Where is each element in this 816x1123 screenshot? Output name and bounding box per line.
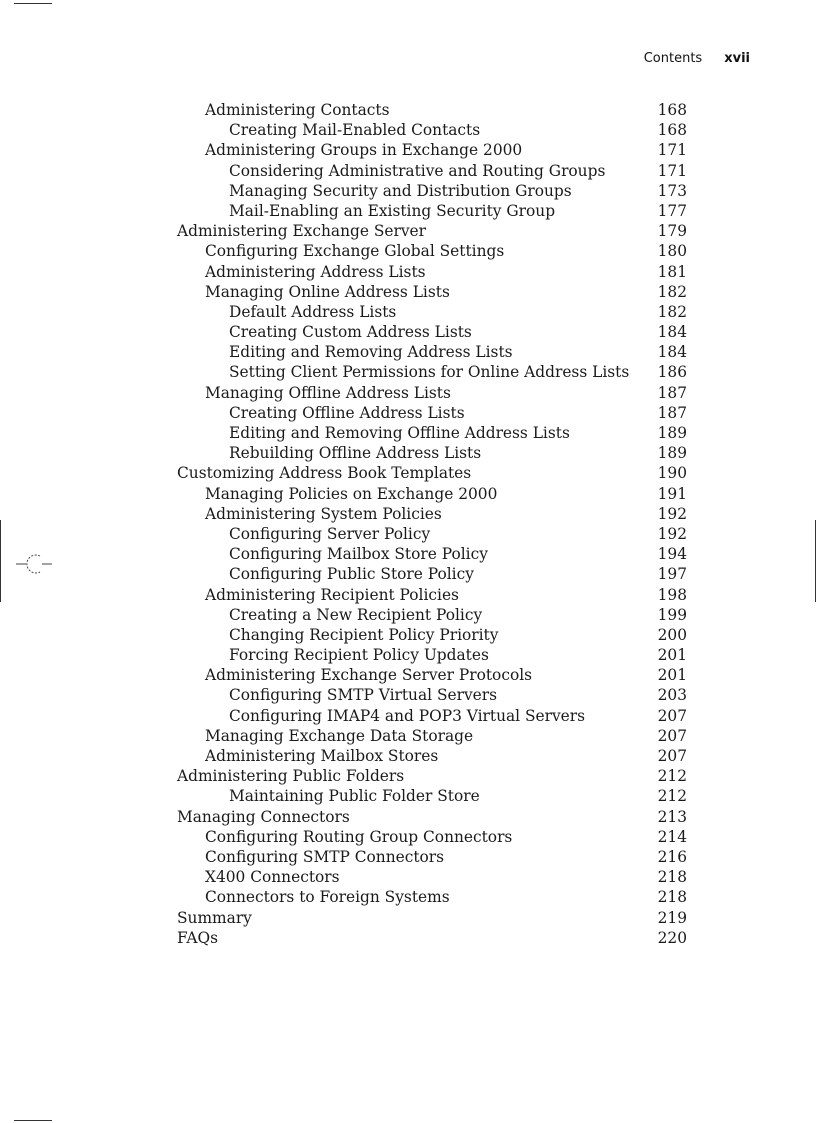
toc-entry [177, 605, 687, 625]
toc-entry-page: 201 [657, 666, 687, 685]
running-header-section: Contents [643, 51, 703, 66]
toc-entry-page: 173 [657, 181, 687, 200]
toc-entry [177, 847, 687, 867]
toc-entry-page: 184 [657, 343, 687, 362]
table-of-contents [177, 100, 687, 948]
toc-entry-title: Administering Groups in Exchange 2000 [205, 141, 523, 160]
toc-entry [177, 645, 687, 665]
toc-entry [177, 201, 687, 221]
toc-entry-page: 180 [657, 242, 687, 261]
toc-entry-page: 219 [657, 908, 687, 927]
toc-entry [177, 544, 687, 564]
toc-entry-title: Administering Public Folders [177, 767, 405, 786]
toc-entry-title: Summary [177, 908, 252, 927]
toc-entry [177, 262, 687, 282]
toc-entry [177, 726, 687, 746]
toc-entry-title: Creating a New Recipient Policy [229, 605, 483, 624]
toc-entry-title: Administering System Policies [205, 504, 442, 523]
toc-entry-page: 168 [657, 101, 687, 119]
toc-entry [177, 140, 687, 160]
toc-entry [177, 665, 687, 685]
toc-entry [177, 100, 687, 120]
toc-entry-title: Creating Offline Address Lists [229, 403, 465, 422]
toc-entry [177, 867, 687, 887]
toc-entry-page: 198 [657, 585, 687, 604]
toc-entry-title: Setting Client Permissions for Online Address Lists [229, 363, 630, 382]
page-folio: xvii [724, 51, 750, 66]
toc-entry-page: 220 [657, 928, 687, 947]
toc-entry-title: Configuring Exchange Global Settings [205, 242, 505, 261]
crop-mark-top-left [14, 3, 52, 4]
toc-entry-title: Considering Administrative and Routing Groups [229, 161, 606, 180]
toc-entry [177, 322, 687, 342]
toc-entry-page: 207 [657, 706, 687, 725]
toc-entry-page: 177 [657, 201, 687, 220]
toc-entry-title: Configuring Public Store Policy [229, 565, 474, 584]
toc-entry-page: 216 [657, 847, 687, 866]
toc-entry [177, 302, 687, 322]
toc-entry-page: 187 [657, 383, 687, 402]
toc-entry-page: 218 [657, 868, 687, 887]
toc-entry [177, 241, 687, 261]
toc-entry [177, 221, 687, 241]
toc-entry [177, 564, 687, 584]
toc-entry [177, 585, 687, 605]
toc-entry-title: X400 Connectors [205, 868, 340, 887]
toc-entry-title: Mail-Enabling an Existing Security Group [229, 201, 556, 220]
toc-entry [177, 766, 687, 786]
crop-mark-left-edge [0, 520, 1, 602]
toc-entry-title: Managing Connectors [177, 807, 350, 826]
toc-entry-title: Managing Security and Distribution Groups [229, 181, 572, 200]
toc-entry [177, 908, 687, 928]
toc-entry-title: Managing Exchange Data Storage [205, 726, 474, 745]
toc-entry [177, 807, 687, 827]
toc-entry [177, 746, 687, 766]
toc-entry-page: 179 [657, 222, 687, 241]
toc-entry-title: Administering Recipient Policies [205, 585, 459, 604]
toc-entry-title: Editing and Removing Offline Address Lists [229, 424, 570, 442]
registration-mark-icon [16, 548, 56, 578]
toc-entry-page: 191 [657, 484, 687, 503]
toc-entry [177, 383, 687, 403]
toc-entry-page: 199 [657, 605, 687, 624]
toc-entry-page: 213 [657, 807, 687, 826]
toc-entry-page: 201 [657, 646, 687, 665]
toc-entry [177, 827, 687, 847]
toc-entry [177, 362, 687, 382]
toc-entry-page: 203 [657, 686, 687, 705]
toc-entry [177, 120, 687, 140]
toc-entry-page: 207 [657, 747, 687, 765]
toc-entry-page: 171 [657, 161, 687, 180]
toc-entry-title: Managing Policies on Exchange 2000 [205, 484, 498, 503]
toc-entry-page: 197 [657, 565, 687, 584]
toc-entry-title: Configuring Server Policy [229, 524, 431, 543]
toc-entry-title: Editing and Removing Address Lists [229, 343, 513, 362]
toc-entry [177, 887, 687, 907]
toc-entry-page: 194 [657, 545, 687, 564]
toc-entry-title: Managing Online Address Lists [205, 282, 450, 301]
toc-entry-page: 192 [657, 524, 687, 543]
toc-entry [177, 484, 687, 504]
toc-entry-page: 212 [657, 767, 687, 786]
toc-entry-title: Customizing Address Book Templates [177, 464, 472, 483]
toc-entry [177, 625, 687, 645]
toc-entry-page: 187 [657, 403, 687, 422]
toc-entry [177, 403, 687, 423]
toc-entry-title: Administering Mailbox Stores [205, 747, 439, 765]
toc-entry [177, 161, 687, 181]
toc-entry-title: Default Address Lists [229, 302, 397, 321]
toc-entry-title: Administering Exchange Server Protocols [205, 666, 533, 685]
toc-entry-page: 212 [657, 787, 687, 806]
toc-entry-title: Configuring SMTP Virtual Servers [229, 686, 498, 705]
toc-entry [177, 928, 687, 948]
toc-entry-title: Forcing Recipient Policy Updates [229, 646, 489, 665]
toc-entry-page: 186 [657, 363, 687, 382]
toc-entry-title: Managing Offline Address Lists [205, 383, 451, 402]
toc-entry [177, 685, 687, 705]
toc-entry-page: 181 [657, 262, 687, 281]
toc-entry [177, 443, 687, 463]
toc-entry-page: 200 [657, 625, 687, 644]
toc-entry-page: 189 [657, 444, 687, 463]
toc-entry [177, 524, 687, 544]
toc-entry-title: Administering Contacts [205, 101, 390, 119]
toc-entry-title: Administering Address Lists [205, 262, 426, 281]
toc-entry-page: 182 [657, 282, 687, 301]
toc-entry-page: 207 [657, 726, 687, 745]
toc-entry [177, 706, 687, 726]
toc-entry-title: Configuring IMAP4 and POP3 Virtual Servers [229, 706, 586, 725]
toc-entry-title: Rebuilding Offline Address Lists [229, 444, 482, 463]
toc-entry [177, 181, 687, 201]
crop-mark-bottom-left [14, 1120, 52, 1121]
toc-entry [177, 504, 687, 524]
running-header [644, 51, 750, 66]
toc-entry [177, 786, 687, 806]
toc-entry-page: 218 [657, 888, 687, 907]
toc-entry-title: Creating Custom Address Lists [229, 323, 472, 342]
toc-entry-page: 190 [657, 464, 687, 483]
toc-entry-page: 168 [657, 121, 687, 140]
toc-entry-page: 192 [657, 504, 687, 523]
toc-entry [177, 463, 687, 483]
toc-entry [177, 423, 687, 443]
toc-entry-title: Configuring Mailbox Store Policy [229, 545, 488, 564]
toc-entry-title: Configuring SMTP Connectors [205, 847, 445, 866]
toc-entry-page: 184 [657, 323, 687, 342]
toc-entry [177, 342, 687, 362]
toc-entry-page: 182 [657, 302, 687, 321]
toc-entry-page: 189 [657, 424, 687, 442]
toc-entry-title: Maintaining Public Folder Store [229, 787, 480, 806]
toc-entry-page: 214 [657, 827, 687, 846]
toc-entry-title: Configuring Routing Group Connectors [205, 827, 513, 846]
toc-entry-title: Creating Mail-Enabled Contacts [229, 121, 481, 140]
toc-entry-page: 171 [657, 141, 687, 160]
toc-entry-title: Administering Exchange Server [177, 222, 427, 241]
toc-entry-title: Connectors to Foreign Systems [205, 888, 450, 907]
toc-entry-title: Changing Recipient Policy Priority [229, 625, 499, 644]
toc-entry-title: FAQs [177, 928, 218, 947]
toc-entry [177, 282, 687, 302]
